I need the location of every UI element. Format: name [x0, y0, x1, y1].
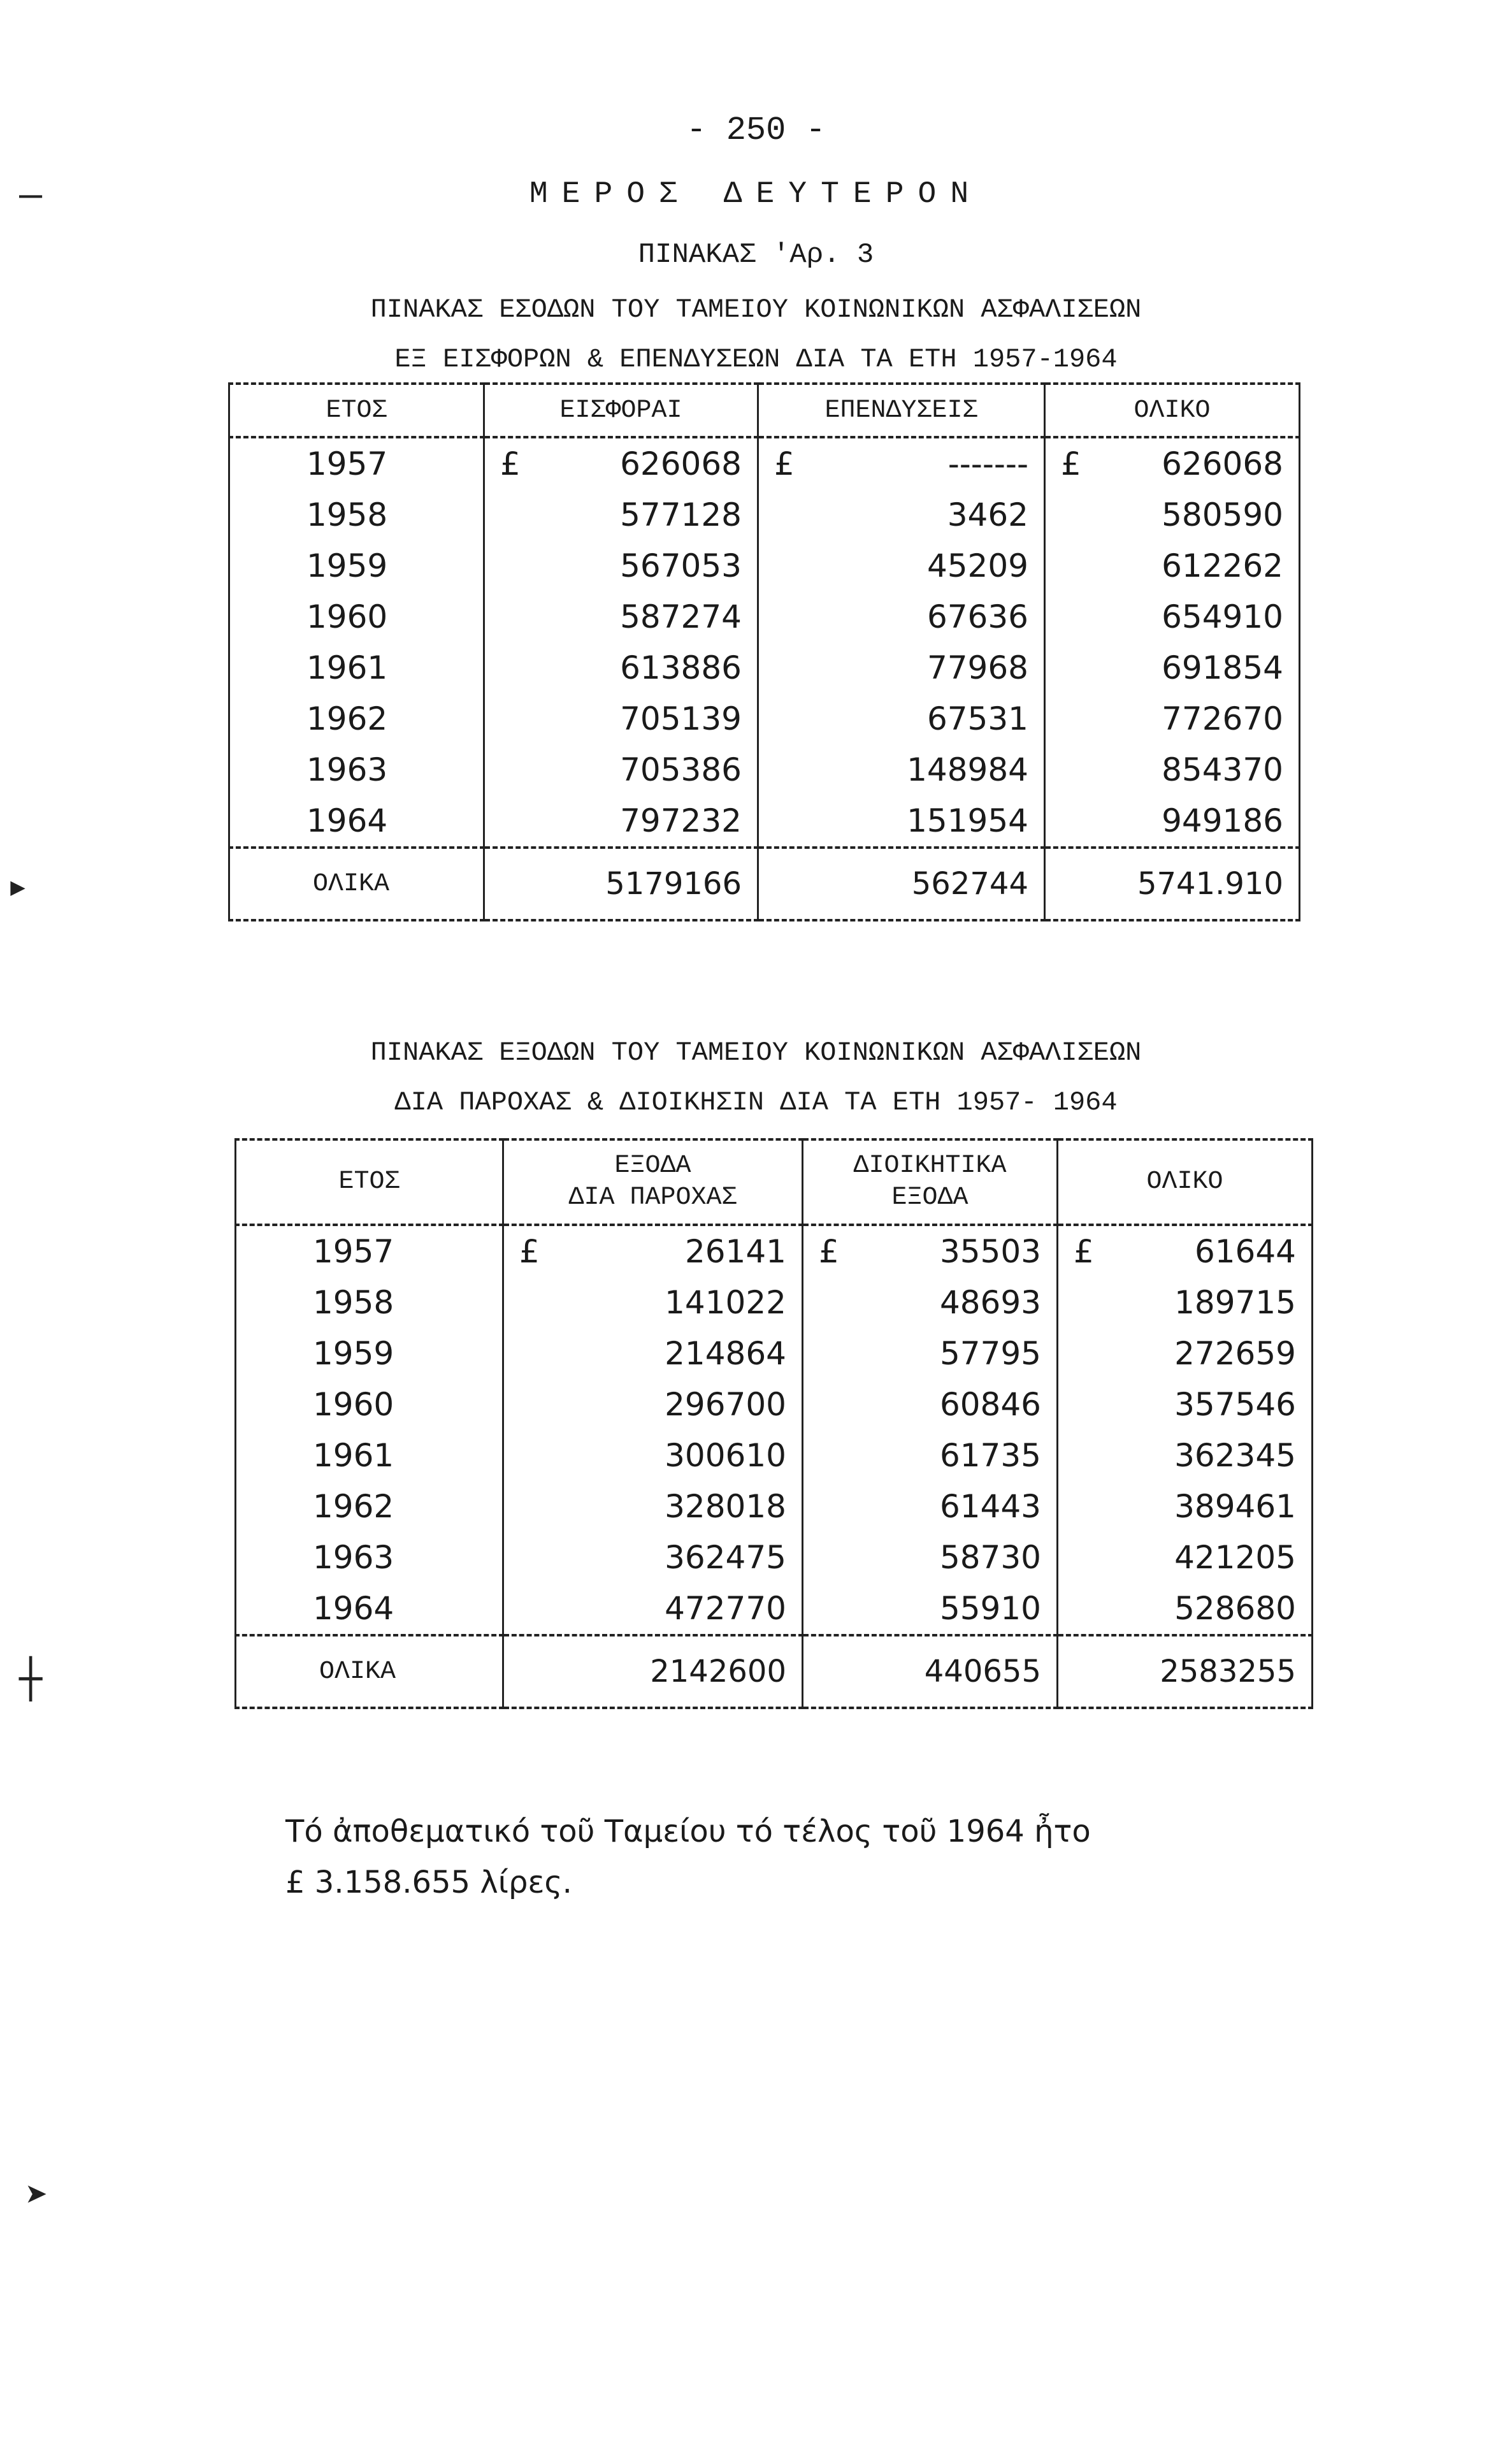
admin-cell: 58730: [803, 1532, 1058, 1583]
total-cell: 691854: [1045, 642, 1300, 693]
investments-total: 562744: [758, 848, 1045, 920]
margin-mark: ┼: [19, 1657, 43, 1701]
pound-sign: £: [819, 1233, 839, 1270]
admin-cell: 48693: [803, 1277, 1058, 1328]
margin-mark: ‒: [19, 172, 43, 217]
grand-total: 2583255: [1058, 1635, 1313, 1708]
contributions-cell: 577128: [484, 489, 758, 540]
table-row: [229, 591, 1300, 642]
investments-cell: 148984: [758, 744, 1045, 795]
totals-label: ΟΛΙΚΑ: [236, 1635, 503, 1708]
table1-title-line2: ΕΞ ΕΙΣΦΟΡΩΝ & ΕΠΕΝΔΥΣΕΩΝ ΔΙΑ ΤΑ ΕΤΗ 1957-1964: [394, 344, 1118, 375]
table-row: [229, 795, 1300, 848]
table-row: [229, 437, 1300, 489]
header-benefits-line1: ΕΞΟΔΑ: [614, 1152, 691, 1180]
header-admin-line2: ΕΞΟΔΑ: [891, 1183, 968, 1212]
header-year: ΕΤΟΣ: [236, 1139, 503, 1225]
admin-cell: 61443: [803, 1481, 1058, 1532]
table-row: [229, 744, 1300, 795]
total-cell: 272659: [1058, 1328, 1313, 1379]
investments-value: -------: [947, 445, 1028, 482]
admin-cell: 57795: [803, 1328, 1058, 1379]
table2-title-line1: ΠΙΝΑΚΑΣ ΕΞΟΔΩΝ ΤΟΥ ΤΑΜΕΙΟΥ ΚΟΙΝΩΝΙΚΩΝ ΑΣΦΑΛΙΣΕΩΝ: [370, 1037, 1142, 1068]
grand-total: 5741.910: [1045, 848, 1300, 920]
table-row: [236, 1225, 1313, 1277]
total-value: 61644: [1194, 1233, 1296, 1270]
total-cell: 612262: [1045, 540, 1300, 591]
contributions-cell: 587274: [484, 591, 758, 642]
benefits-cell: 296700: [503, 1379, 803, 1430]
reserve-note-line2: £ 3.158.655 λίρες.: [285, 1865, 572, 1900]
year-cell: 1963: [229, 744, 484, 795]
table1-title-line1: ΠΙΝΑΚΑΣ ΕΣΟΔΩΝ ΤΟΥ ΤΑΜΕΙΟΥ ΚΟΙΝΩΝΙΚΩΝ ΑΣΦΑΛΙΣΕΩΝ: [370, 294, 1142, 325]
benefits-cell: 300610: [503, 1430, 803, 1481]
admin-cell: 60846: [803, 1379, 1058, 1430]
pound-sign: £: [500, 445, 521, 482]
page-number: - 250 -: [686, 112, 826, 149]
header-benefits: [503, 1139, 803, 1225]
benefits-cell: 472770: [503, 1583, 803, 1635]
table-row: [229, 489, 1300, 540]
admin-cell: [803, 1225, 1058, 1277]
total-cell: 654910: [1045, 591, 1300, 642]
table-row: [236, 1328, 1313, 1379]
total-cell: 580590: [1045, 489, 1300, 540]
year-cell: 1958: [229, 489, 484, 540]
year-cell: 1957: [236, 1225, 503, 1277]
table-header-row: [229, 384, 1300, 437]
investments-cell: 151954: [758, 795, 1045, 848]
investments-cell: 67636: [758, 591, 1045, 642]
benefits-cell: 328018: [503, 1481, 803, 1532]
contributions-cell: 613886: [484, 642, 758, 693]
total-cell: 949186: [1045, 795, 1300, 848]
table-row: [229, 693, 1300, 744]
table-reference: ΠΙΝΑΚΑΣ 'Αρ. 3: [638, 239, 874, 271]
investments-cell: 45209: [758, 540, 1045, 591]
header-admin-line1: ΔΙΟΙΚΗΤΙΚΑ: [853, 1152, 1007, 1180]
year-cell: 1962: [236, 1481, 503, 1532]
table-row: [236, 1430, 1313, 1481]
total-cell: 854370: [1045, 744, 1300, 795]
header-contributions: ΕΙΣΦΟΡΑΙ: [484, 384, 758, 437]
expenditure-table: [234, 1138, 1313, 1709]
total-cell: 528680: [1058, 1583, 1313, 1635]
table-row: [236, 1277, 1313, 1328]
investments-cell: 77968: [758, 642, 1045, 693]
pound-sign: £: [774, 445, 795, 482]
total-cell: 189715: [1058, 1277, 1313, 1328]
year-cell: 1960: [229, 591, 484, 642]
year-cell: 1957: [229, 437, 484, 489]
investments-cell: 67531: [758, 693, 1045, 744]
total-cell: [1058, 1225, 1313, 1277]
contributions-cell: 705386: [484, 744, 758, 795]
table-header-row: [236, 1139, 1313, 1225]
table-row: [229, 540, 1300, 591]
year-cell: 1959: [236, 1328, 503, 1379]
header-total: ΟΛΙΚΟ: [1045, 384, 1300, 437]
table2-title-line2: ΔΙΑ ΠΑΡΟΧΑΣ & ΔΙΟΙΚΗΣΙΝ ΔΙΑ ΤΑ ΕΤΗ 1957- 1964: [394, 1087, 1118, 1118]
header-total: ΟΛΙΚΟ: [1058, 1139, 1313, 1225]
total-value: 626068: [1162, 445, 1283, 482]
year-cell: 1964: [236, 1583, 503, 1635]
year-cell: 1962: [229, 693, 484, 744]
contributions-cell: 705139: [484, 693, 758, 744]
contributions-cell: [484, 437, 758, 489]
contributions-total: 5179166: [484, 848, 758, 920]
year-cell: 1963: [236, 1532, 503, 1583]
section-title: ΜΕΡΟΣ ΔΕΥΤΕΡΟΝ: [529, 177, 983, 212]
header-admin: [803, 1139, 1058, 1225]
total-cell: 357546: [1058, 1379, 1313, 1430]
margin-arrow-icon: ▸: [6, 863, 30, 908]
table-row: [236, 1379, 1313, 1430]
pound-sign: £: [1061, 445, 1081, 482]
totals-row: [236, 1635, 1313, 1708]
pound-sign: £: [1074, 1233, 1094, 1270]
benefits-cell: 214864: [503, 1328, 803, 1379]
benefits-value: 26141: [684, 1233, 786, 1270]
header-year: ΕΤΟΣ: [229, 384, 484, 437]
header-investments: ΕΠΕΝΔΥΣΕΙΣ: [758, 384, 1045, 437]
margin-arrow-icon: ➤: [25, 2173, 49, 2218]
benefits-cell: 141022: [503, 1277, 803, 1328]
table-row: [236, 1532, 1313, 1583]
benefits-total: 2142600: [503, 1635, 803, 1708]
year-cell: 1961: [229, 642, 484, 693]
admin-cell: 61735: [803, 1430, 1058, 1481]
total-cell: 421205: [1058, 1532, 1313, 1583]
reserve-note-line1: Τό ἀποθεματικό τοῦ Ταμείου τό τέλος τοῦ 1964 ἦτο: [285, 1814, 1091, 1849]
year-cell: 1961: [236, 1430, 503, 1481]
investments-cell: [758, 437, 1045, 489]
contributions-cell: 567053: [484, 540, 758, 591]
table-row: [229, 642, 1300, 693]
admin-total: 440655: [803, 1635, 1058, 1708]
year-cell: 1960: [236, 1379, 503, 1430]
year-cell: 1964: [229, 795, 484, 848]
revenue-table: [228, 382, 1300, 921]
total-cell: 772670: [1045, 693, 1300, 744]
total-cell: [1045, 437, 1300, 489]
total-cell: 389461: [1058, 1481, 1313, 1532]
year-cell: 1959: [229, 540, 484, 591]
investments-cell: 3462: [758, 489, 1045, 540]
table-row: [236, 1583, 1313, 1635]
total-cell: 362345: [1058, 1430, 1313, 1481]
totals-row: [229, 848, 1300, 920]
contributions-value: 626068: [620, 445, 742, 482]
pound-sign: £: [519, 1233, 540, 1270]
header-benefits-line2: ΔΙΑ ΠΑΡΟΧΑΣ: [568, 1183, 737, 1212]
benefits-cell: 362475: [503, 1532, 803, 1583]
year-cell: 1958: [236, 1277, 503, 1328]
totals-label: ΟΛΙΚΑ: [229, 848, 484, 920]
table-row: [236, 1481, 1313, 1532]
admin-cell: 55910: [803, 1583, 1058, 1635]
admin-value: 35503: [939, 1233, 1041, 1270]
benefits-cell: [503, 1225, 803, 1277]
contributions-cell: 797232: [484, 795, 758, 848]
